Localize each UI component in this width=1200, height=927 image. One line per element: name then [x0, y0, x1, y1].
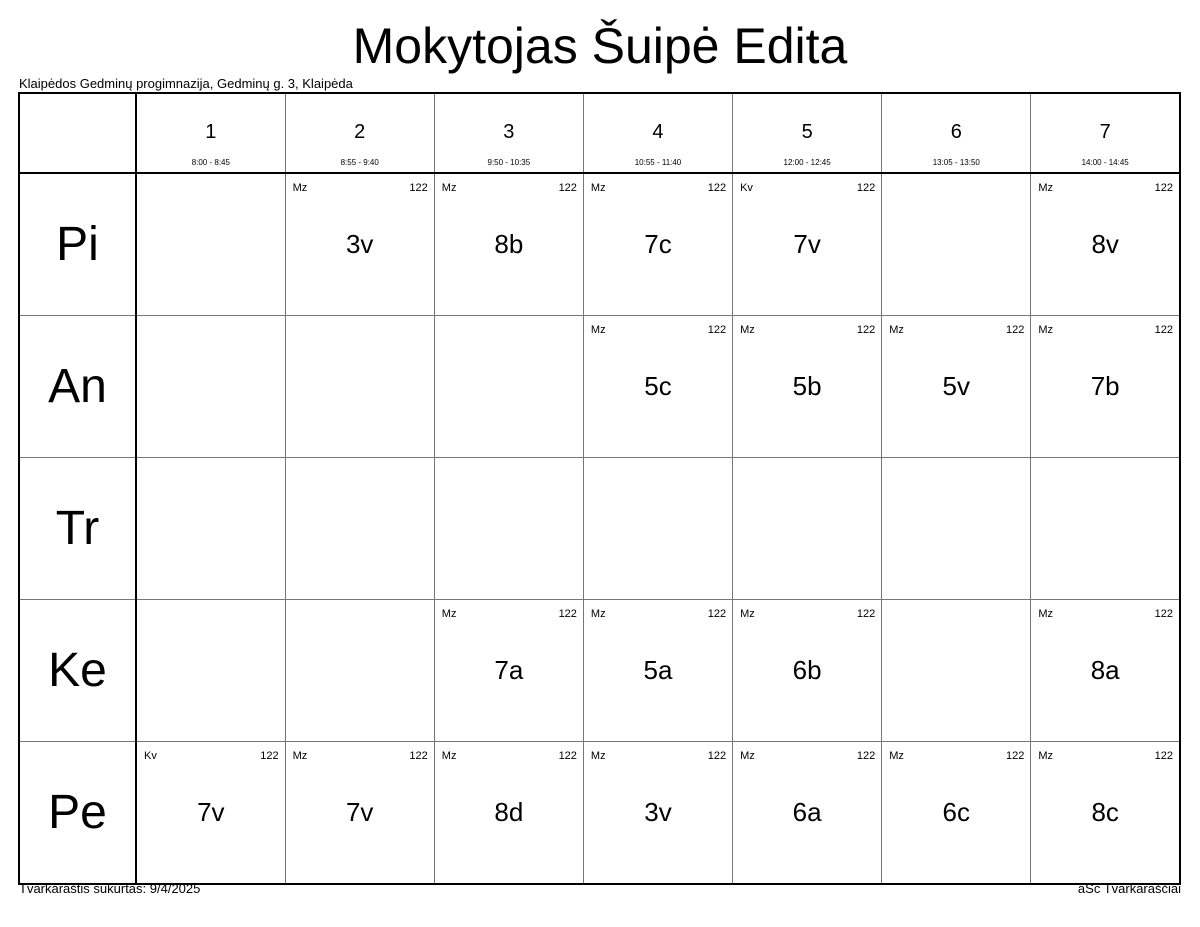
- empty-cell: [136, 458, 285, 600]
- lesson-class: 5c: [644, 371, 672, 401]
- lesson-room: 122: [856, 608, 876, 620]
- lesson-cell: [434, 173, 583, 316]
- period-time: 10:55 - 11:40: [634, 158, 682, 167]
- lesson-class: 7v: [345, 797, 374, 827]
- lesson-class: 8c: [1091, 797, 1119, 827]
- empty-cell: [285, 458, 434, 600]
- period-header: [1031, 93, 1180, 173]
- lesson-room: 122: [707, 608, 727, 620]
- lesson-subject: Kv: [144, 750, 157, 762]
- lesson-cell: [733, 742, 882, 885]
- lesson-cell: [733, 316, 882, 458]
- lesson-subject: Mz: [441, 608, 457, 620]
- lesson-subject: Mz: [889, 750, 904, 762]
- period-time: 12:00 - 12:45: [783, 158, 831, 167]
- lesson-subject: Mz: [292, 182, 308, 194]
- school-address: Klaipėdos Gedminų progimnazija, Gedminų g. 3, Klaipėda: [19, 76, 353, 91]
- lesson-room: 122: [707, 750, 727, 762]
- lesson-room: 122: [558, 182, 577, 194]
- period-number: 7: [1099, 121, 1111, 143]
- lesson-class: 7a: [494, 655, 524, 685]
- period-time: 13:05 - 13:50: [932, 158, 980, 167]
- lesson-class: 6c: [942, 797, 970, 827]
- lesson-subject: Mz: [590, 182, 606, 194]
- lesson-room: 122: [409, 182, 428, 194]
- empty-cell: [1031, 458, 1180, 600]
- lesson-cell: [882, 316, 1031, 458]
- lesson-cell: [1031, 173, 1180, 316]
- period-header: [583, 93, 732, 173]
- lesson-cell: [733, 600, 882, 742]
- lesson-subject: Mz: [889, 324, 904, 336]
- lesson-subject: Mz: [740, 608, 755, 620]
- lesson-room: 122: [558, 608, 577, 620]
- period-header: [285, 93, 434, 173]
- lesson-class: 7v: [793, 229, 821, 259]
- lesson-subject: Mz: [590, 608, 606, 620]
- lesson-cell: [1031, 316, 1180, 458]
- empty-cell: [882, 458, 1031, 600]
- period-time: 9:50 - 10:35: [487, 158, 531, 167]
- lesson-class: 5a: [643, 655, 673, 685]
- period-number: 6: [950, 121, 962, 143]
- period-number: 4: [652, 121, 664, 143]
- lesson-subject: Mz: [1038, 750, 1054, 762]
- lesson-subject: Mz: [1038, 324, 1054, 336]
- lesson-cell: [583, 742, 732, 885]
- lesson-room: 122: [1005, 324, 1025, 336]
- day-name: An: [48, 360, 107, 413]
- lesson-cell: [583, 173, 732, 316]
- day-row: [19, 458, 1180, 600]
- period-header-row: [19, 93, 1180, 173]
- period-number: 5: [801, 121, 813, 143]
- empty-cell: [583, 458, 732, 600]
- empty-cell: [733, 458, 882, 600]
- lesson-class: 7c: [644, 229, 672, 259]
- lesson-cell: [136, 742, 285, 885]
- empty-cell: [882, 173, 1031, 316]
- lesson-room: 122: [409, 750, 428, 762]
- period-time: 8:55 - 9:40: [340, 158, 379, 167]
- created-date: Tvarkaraštis sukurtas: 9/4/2025: [19, 881, 201, 896]
- lesson-room: 122: [1154, 324, 1173, 336]
- empty-cell: [136, 600, 285, 742]
- empty-cell: [285, 600, 434, 742]
- day-name: Tr: [55, 502, 100, 555]
- day-label-cell: [19, 316, 136, 458]
- empty-cell: [434, 316, 583, 458]
- lesson-class: 8d: [494, 797, 524, 827]
- lesson-cell: [1031, 600, 1180, 742]
- lesson-room: 122: [856, 324, 876, 336]
- empty-cell: [882, 600, 1031, 742]
- period-header: [434, 93, 583, 173]
- lesson-subject: Mz: [441, 182, 457, 194]
- lesson-room: 122: [260, 750, 279, 762]
- lesson-class: 7v: [197, 797, 225, 827]
- lesson-room: 122: [856, 750, 876, 762]
- empty-cell: [285, 316, 434, 458]
- lesson-class: 8b: [494, 229, 524, 259]
- lesson-class: 5b: [792, 371, 822, 401]
- corner-cell: [19, 93, 136, 173]
- period-time: 14:00 - 14:45: [1081, 158, 1129, 167]
- day-row: [19, 742, 1180, 885]
- lesson-room: 122: [1005, 750, 1025, 762]
- lesson-subject: Mz: [441, 750, 457, 762]
- lesson-class: 6b: [792, 655, 822, 685]
- lesson-subject: Mz: [590, 324, 606, 336]
- lesson-cell: [285, 742, 434, 885]
- lesson-room: 122: [707, 324, 727, 336]
- lesson-subject: Kv: [740, 182, 753, 194]
- lesson-class: 5v: [942, 371, 970, 401]
- lesson-class: 6a: [792, 797, 822, 827]
- day-name: Ke: [48, 644, 107, 697]
- day-row: [19, 173, 1180, 316]
- page-title: Mokytojas Šuipė Edita: [352, 18, 848, 74]
- lesson-cell: [583, 316, 732, 458]
- lesson-cell: [882, 742, 1031, 885]
- timetable-grid: [18, 92, 1181, 885]
- lesson-subject: Mz: [740, 750, 755, 762]
- lesson-room: 122: [1154, 750, 1173, 762]
- lesson-subject: Mz: [1038, 608, 1054, 620]
- period-header: [733, 93, 882, 173]
- lesson-room: 122: [1154, 182, 1173, 194]
- lesson-room: 122: [558, 750, 577, 762]
- empty-cell: [136, 173, 285, 316]
- lesson-subject: Mz: [740, 324, 755, 336]
- lesson-cell: [733, 173, 882, 316]
- period-time: 8:00 - 8:45: [191, 158, 230, 167]
- day-label-cell: [19, 173, 136, 316]
- period-number: 1: [205, 121, 217, 143]
- day-label-cell: [19, 600, 136, 742]
- lesson-cell: [434, 742, 583, 885]
- day-row: [19, 600, 1180, 742]
- period-header: [136, 93, 285, 173]
- software-brand: aSc Tvarkaraščiai: [1077, 881, 1181, 896]
- period-header: [882, 93, 1031, 173]
- empty-cell: [136, 316, 285, 458]
- period-number: 2: [354, 121, 366, 143]
- lesson-class: 3v: [345, 229, 374, 259]
- lesson-room: 122: [856, 182, 876, 194]
- lesson-cell: [583, 600, 732, 742]
- lesson-class: 8v: [1091, 229, 1119, 259]
- lesson-class: 3v: [644, 797, 672, 827]
- lesson-cell: [434, 600, 583, 742]
- lesson-subject: Mz: [590, 750, 606, 762]
- period-number: 3: [503, 121, 515, 143]
- day-label-cell: [19, 458, 136, 600]
- lesson-class: 8a: [1090, 655, 1120, 685]
- day-row: [19, 316, 1180, 458]
- lesson-subject: Mz: [1038, 182, 1054, 194]
- day-label-cell: [19, 742, 136, 885]
- day-name: Pi: [56, 218, 99, 271]
- lesson-subject: Mz: [292, 750, 308, 762]
- day-name: Pe: [48, 786, 107, 839]
- lesson-cell: [1031, 742, 1180, 885]
- lesson-cell: [285, 173, 434, 316]
- lesson-room: 122: [1154, 608, 1173, 620]
- lesson-class: 7b: [1090, 371, 1120, 401]
- empty-cell: [434, 458, 583, 600]
- lesson-room: 122: [707, 182, 727, 194]
